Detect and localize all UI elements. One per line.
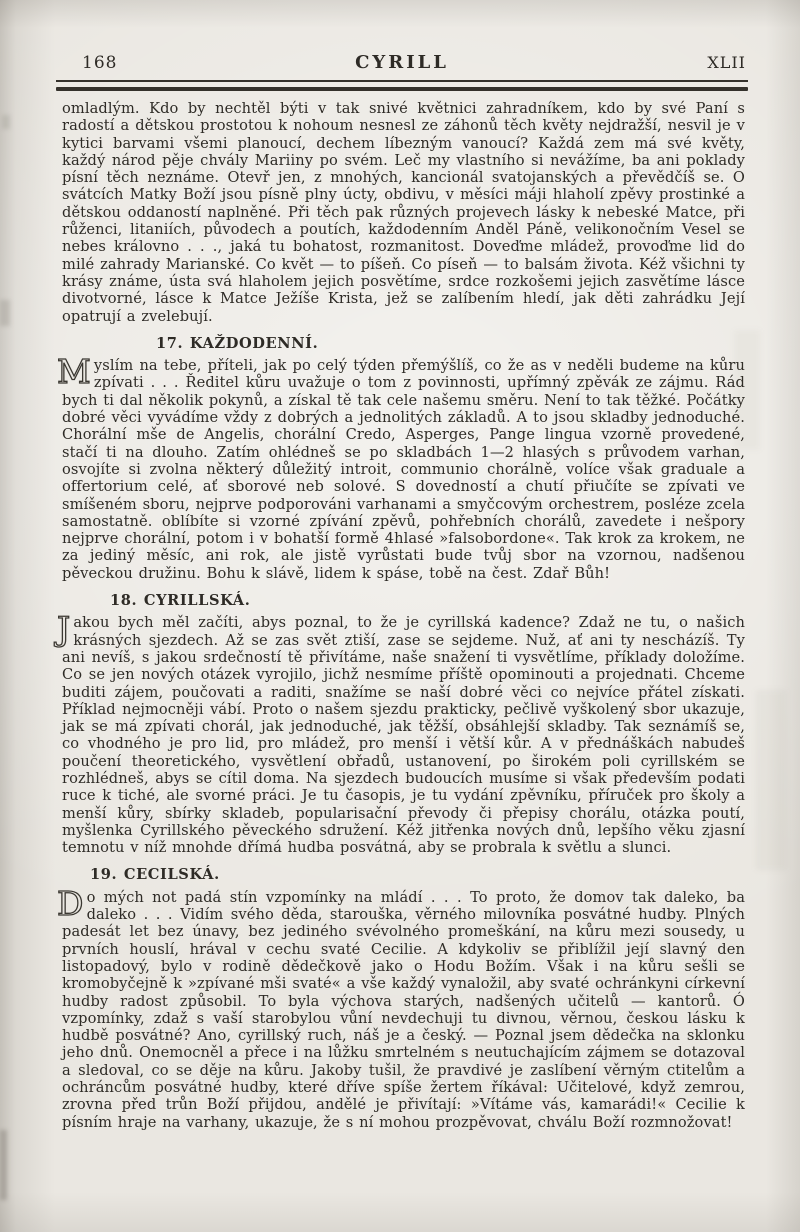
- section-19-paragraph: [57, 883, 745, 1131]
- scan-bleedthrough: [756, 690, 786, 870]
- volume-number: XLII: [707, 53, 746, 72]
- section-17-heading: 17. KAŽDODENNÍ.: [156, 334, 319, 352]
- journal-title: CYRILL: [355, 52, 449, 73]
- section-19-heading: 19. CECILSKÁ.: [90, 866, 220, 884]
- section-17-paragraph: [57, 352, 745, 582]
- paragraph-continuation: omladlým. Kdo by nechtěl býti v tak snivé květnici zahradníkem, kdo by své Paní s radostí a dětskou prostotou k nohoum nesnesl ze záhonů těch květy nejdražší, nesvil je v kytici barvami všemi planoucí, dechem líbezným vanoucí? Každá zem má své květy, každý národ pěje chvály Mariiny po svém. Leč my vlastního si nevážíme, ba ani poklady písní těch neznáme. Otevř jen, z mnohých, kancionál svatojanských a převědčíš se. O svátcích Matky Boží jsou písně plny úcty, obdivu, v měsíci máji hlaholí zpěvy prostinké a dětskou oddaností naplněné. Při těch pak různých projevech lásky k nebeské Matce, při růženci, litaniích, původech a poutích, každodenním Anděl Páně, velikonočním Vesel se nebes královno . . ., jaká tu bohatost, rozmanitost. Doveďme mládež, provoďme lid do milé zahrady Marianské. Co květ — to píšeň. Co píseň — to balsám života. Kéž všichni ty krásy známe, ústa svá hlaholem jejich posvětíme, srdce rozkošemi jejich zasvětíme lásce divotvorné, lásce k Matce Ježíše Krista, jež se zalíbením hledí, jak děti zahrádku Její opatrují a zvelebují.: [62, 100, 745, 325]
- section-19-text: o mých not padá stín vzpomínky na mládí . . . To proto, že domov tak daleko, ba daleko . . . Vidím svého děda, starouška, věrného milovníka posvátné hudby. Plných padesát let bez únavy, bez jediného svévolného promeškání, na kůru mezi sousedy, u prvních houslí, hrával v cechu svaté Cecilie. A kdykoliv se přiblížil její slavný den listopadový, bylo v rodině dědečkově jako o Hodu Božím. Však i na kůru sešli se kromobyčejně k »zpívané mši svaté« a vše každý vynaložil, aby svaté ochránkyni církevní hudby radost způsobil. To byla výchova starých, nadšených učitelů — kantorů. Ó vzpomínky, zdaž s vaší starobylou vůní nevdechuji tu divnou, věrnou, českou lásku k hudbě posvátné? Ano, cyrillský ruch, náš je a český. — Poznal jsem dědečka na sklonku jeho dnů. Onemocněl a přece i na lůžku smrtelném s neutuchajícím zájmem se dotazoval a sledoval, co se děje na kůru. Jakoby tušil, že pravdivé je zaslíbení věrným ctitelům a ochráncům posvátné hudby, které dříve spíše žertem říkával: Učitelové, když zemrou, zrovna před trůn Boží přijdou, andělé je přivítají: »Vítáme vás, kamarádi!« Cecilie k písním hraje na varhany, ukazuje, že s ní mohou prozpěvovat, chválu Boží rozmnožovat!: [62, 888, 745, 1131]
- dropcap-j: J: [57, 609, 71, 649]
- header-rule-bottom: [56, 87, 748, 91]
- page-number: 168: [82, 53, 118, 73]
- dropcap-m: M: [57, 352, 91, 392]
- scan-smudge: [0, 300, 10, 326]
- scan-smudge: [0, 1130, 7, 1200]
- section-18-heading: 18. CYRILLSKÁ.: [110, 592, 251, 610]
- header-rule-top: [56, 80, 748, 82]
- scan-smudge: [2, 115, 10, 129]
- page-header: [58, 52, 746, 73]
- dropcap-d: D: [57, 883, 84, 923]
- page-body: [57, 100, 745, 1131]
- section-18-text: akou bych měl začíti, abys poznal, to že je cyrillská kadence? Zdaž ne tu, o našich krásných sjezdech. Až se zas svět ztiší, zase se sejdeme. Nuž, ať ani ty nescházíš. Ty ani nevíš, s jakou srdečností tě přivítáme, naše snažení ti vysvětlíme, příklady doložíme. Co se jen nových otázek vyrojilo, jichž nesmíme příště opominouti a projednati. Chceme buditi zájem, poučovati a raditi, snažíme se naší dobré věci co nejvíce přátel získati. Příklad nejmocněji vábí. Proto o našem sjezdu prakticky, pečlivě vyškolený sbor ukazuje, jak se má zpívati chorál, jak jednoduché, jak těžší, obsáhlejší skladby. Tak seznámíš se, co vhodného je pro lid, pro mládež, pro menší i větší kůr. A v přednáškách nabudeš poučení theoretického, vysvětlení obřadů, ustanovení, po širokém poli cyrillském se rozhlédneš, abys se cítil doma. Na sjezdech budoucích musíme si však především podati ruce k tiché, ale svorné práci. Je tu časopis, je tu vydání zpěvníku, příruček pro školy a menší kůry, sbírky skladeb, popularisační převody či přepisy chorálu, otázka poutí, myšlenka Cyrillského pěveckého sdružení. Kéž jitřenka nových dnů, lepšího věku zjasní temnotu v níž mnohde dřímá hudba posvátná, aby se probrala k světlu a slunci.: [62, 614, 745, 857]
- section-17-text: yslím na tebe, příteli, jak po celý týden přemýšlíš, co že as v neděli budeme na kůru zpívati . . . Ředitel kůru uvažuje o tom z povinnosti, upřímný zpěvák ze zájmu. Rád bych ti dal několik pokynů, a získal tě tak cele našemu směru. Není to tak těžké. Počátky dobré věci vyvádíme vždy z dobrých a jednolitých základů. A to jsou skladby jednoduché. Chorální mše de Angelis, chorální Credo, Asperges, Pange lingua vzorně provedené, stačí ti na dlouho. Zatím ohlédneš se po skladbách 1—2 hlasých s průvodem varhan, osvojíte si zvolna některý důležitý introit, communio chorálně, volíce však graduale a offertorium celé, ať sborové neb solové. S dovedností a chutí přiučíte se zpívati ve smíšeném sboru, nejprve podporováni varhanami a smyčcovým orchestrem, posléze zcela samostatně. oblíbíte si vzorné zpívání zpěvů, pohřebních chorálů, zavedete i nešpory nejprve chorální, potom i v bohatší formě 4hlasé »falsobordone«. Tak krok za krokem, ne za jediný měsíc, ani rok, ale jistě vyrůstati bude tvůj sbor na vzornou, nadšenou pěveckou družinu. Bohu k slávě, lidem k spáse, tobě na čest. Zdař Bůh!: [62, 357, 745, 582]
- section-18-paragraph: [57, 609, 745, 857]
